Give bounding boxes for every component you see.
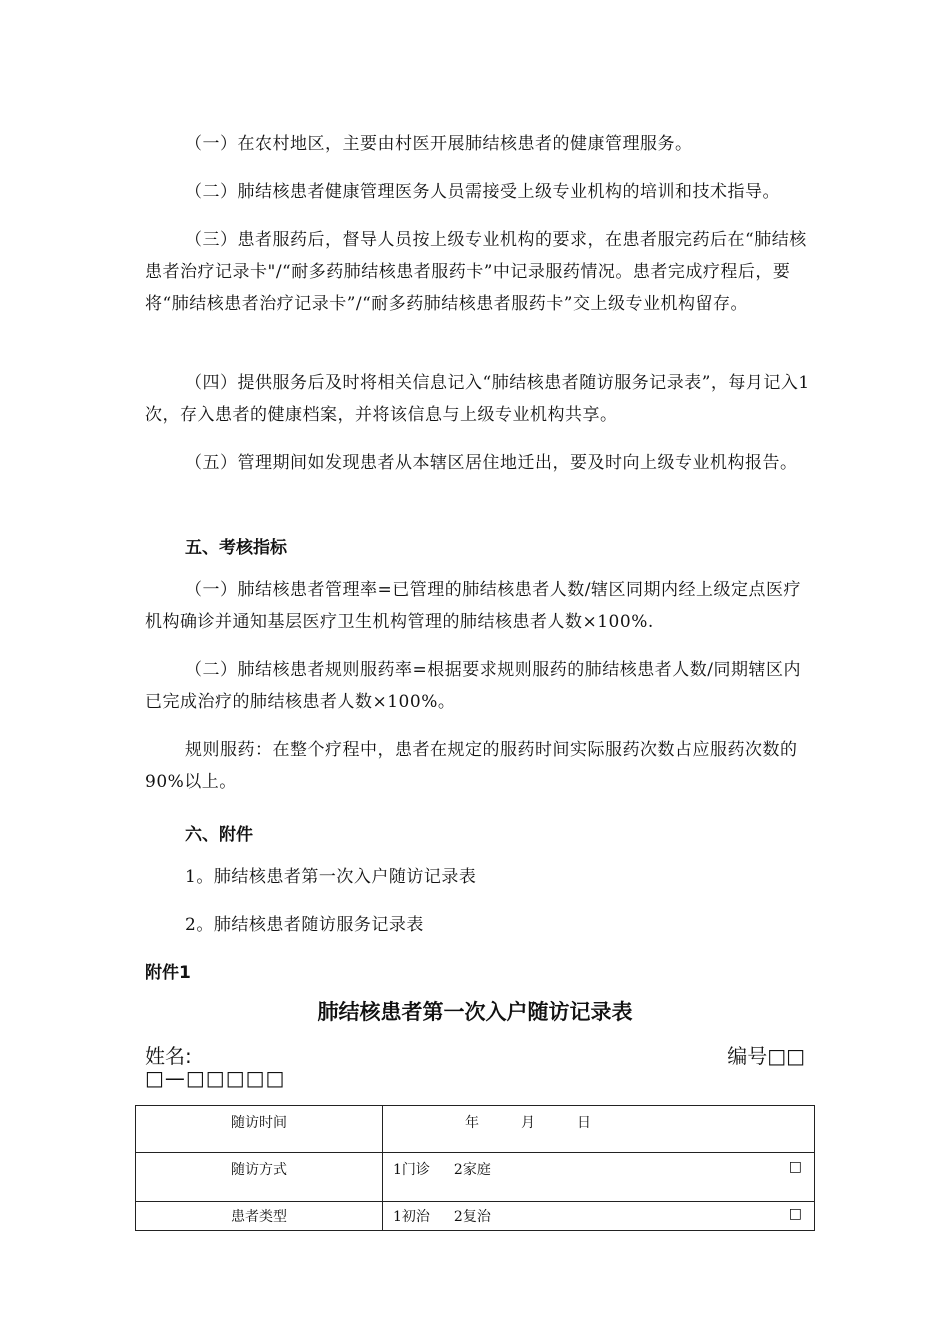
row-label-visit-time: 随访时间 — [136, 1106, 383, 1153]
day-label: 日 — [577, 1115, 591, 1131]
visit-method-cell — [383, 1153, 815, 1202]
row-label-visit-method: 随访方式 — [136, 1153, 383, 1202]
table-row — [136, 1106, 815, 1153]
patient-type-checkbox[interactable]: □ — [788, 1206, 802, 1222]
section-heading-assessment: 五、考核指标 — [185, 538, 287, 558]
visit-time-cell[interactable] — [383, 1106, 815, 1153]
paragraph-1: （一）在农村地区，主要由村医开展肺结核患者的健康管理服务。 — [185, 134, 693, 154]
number-field-label: 编号□□ — [727, 1044, 805, 1068]
option-initial: 1初治 — [393, 1209, 430, 1225]
assessment-item-1: （一）肺结核患者管理率=已管理的肺结核患者人数/辖区同期内经上级定点医疗机构确诊并通知基层医疗卫生机构管理的肺结核患者人数×100%. — [145, 580, 801, 632]
patient-type-cell — [383, 1202, 815, 1231]
assessment-note: 规则服药：在整个疗程中，患者在规定的服药时间实际服药次数占应服药次数的90%以上。 — [145, 740, 798, 792]
section-heading-attachments: 六、附件 — [185, 825, 253, 845]
year-label: 年 — [465, 1115, 479, 1131]
option-home: 2家庭 — [453, 1162, 491, 1178]
attachment-label: 附件1 — [145, 963, 191, 983]
followup-form-table — [135, 1105, 815, 1231]
table-row — [136, 1153, 815, 1202]
name-field-label: 姓名: — [145, 1044, 192, 1068]
option-clinic: 1门诊 — [393, 1162, 430, 1178]
month-label: 月 — [521, 1115, 535, 1131]
row-label-patient-type: 患者类型 — [136, 1202, 383, 1231]
option-retreatment: 2复治 — [453, 1209, 491, 1225]
form-title: 肺结核患者第一次入户随访记录表 — [317, 1000, 633, 1024]
id-boxes: □—□□□□□ — [145, 1066, 286, 1090]
table-row — [136, 1202, 815, 1231]
visit-method-checkbox[interactable]: □ — [788, 1159, 802, 1175]
paragraph-2: （二）肺结核患者健康管理医务人员需接受上级专业机构的培训和技术指导。 — [185, 182, 780, 202]
paragraph-4: （四）提供服务后及时将相关信息记入“肺结核患者随访服务记录表”，每月记入1次，存入患者的健康档案，并将该信息与上级专业机构共享。 — [145, 373, 810, 425]
attachment-item-1: 1。肺结核患者第一次入户随访记录表 — [185, 867, 477, 887]
assessment-item-2: （二）肺结核患者规则服药率=根据要求规则服药的肺结核患者人数/同期辖区内已完成治疗的肺结核患者人数×100%。 — [145, 660, 801, 712]
paragraph-5: （五）管理期间如发现患者从本辖区居住地迁出，要及时向上级专业机构报告。 — [185, 453, 798, 473]
paragraph-3: （三）患者服药后，督导人员按上级专业机构的要求，在患者服完药后在“肺结核患者治疗记录卡"/“耐多药肺结核患者服药卡”中记录服药情况。患者完成疗程后，要将“肺结核患者治疗记录卡”/“耐多药肺结核患者服药卡”交上级专业机构留存。 — [145, 230, 807, 314]
attachment-item-2: 2。肺结核患者随访服务记录表 — [185, 915, 424, 935]
